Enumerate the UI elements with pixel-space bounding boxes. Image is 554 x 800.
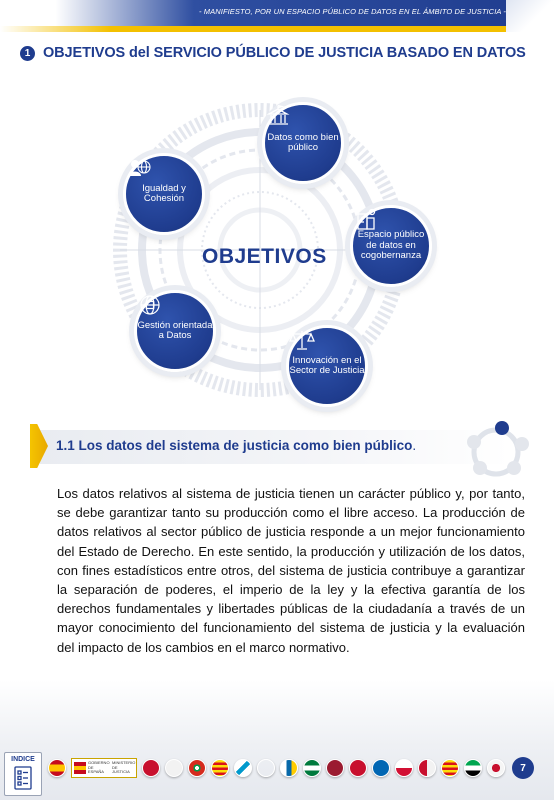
public-building-icon bbox=[265, 105, 291, 129]
subsection-title-period: . bbox=[412, 438, 417, 453]
galicia-emblem bbox=[234, 759, 252, 777]
spain-flag-emblem bbox=[48, 759, 66, 777]
people-globe-icon bbox=[126, 156, 152, 180]
basque-emblem bbox=[188, 759, 206, 777]
navarra-emblem bbox=[142, 759, 160, 777]
subsection-title bbox=[56, 438, 416, 453]
government-logo bbox=[71, 758, 137, 778]
body-paragraph: Los datos relativos al sistema de justicia tienen un carácter público y, por tanto, se debe garantizar tanto su producción como el libre acceso. La producción de datos relativos al sector público de justicia responde a un mejor funcionamiento del Estado de Derecho. En este sentido, la producción y utilización de los datos, con fines estadísticos entre otros, del sistema de justicia contribuye a garantizar la separación de poderes, el imperio de la ley y la efectiva garantía de los derechos fundamentales y libertades públicas de la ciudadanía a través de un mayor conocimiento del funcionamiento del sistema de justicia y la evaluación del impacto de los cambios en el marco normativo. bbox=[57, 486, 525, 655]
section-title: OBJETIVOS del SERVICIO PÚBLICO DE JUSTICIA BASADO EN DATOS bbox=[43, 45, 526, 61]
objective-label: Igualdad y Cohesión bbox=[142, 182, 186, 204]
page-number: 7 bbox=[512, 757, 534, 779]
diagram-center-label: OBJETIVOS bbox=[202, 245, 327, 268]
extremadura-emblem bbox=[464, 759, 482, 777]
catalonia-emblem bbox=[211, 759, 229, 777]
castilla-emblem bbox=[418, 759, 436, 777]
page-fold-corner bbox=[506, 0, 554, 32]
running-title: - MANIFIESTO, POR UN ESPACIO PÚBLICO DE DATOS EN EL ÁMBITO DE JUSTICIA - bbox=[199, 7, 506, 16]
section-number-badge: 1 bbox=[20, 46, 35, 61]
andalucia-emblem bbox=[303, 759, 321, 777]
section-heading bbox=[20, 45, 526, 61]
top-banner-stripe bbox=[0, 26, 554, 32]
objective-node-gestion bbox=[134, 290, 216, 372]
coat-of-arms-icon bbox=[74, 762, 86, 774]
asturias-emblem bbox=[372, 759, 390, 777]
objective-label: Gestión orientada a Datos bbox=[137, 319, 213, 341]
subsection-title-text: 1.1 Los datos del sistema de justicia como bien público bbox=[56, 438, 413, 453]
government-text: GOBIERNO DE ESPAÑA bbox=[88, 760, 110, 775]
objective-node-datos-bien-publico bbox=[262, 102, 344, 184]
madrid-emblem bbox=[349, 759, 367, 777]
objective-node-igualdad bbox=[123, 153, 205, 235]
ministry-text: MINISTERIO DE JUSTICIA bbox=[112, 760, 136, 775]
scales-icon bbox=[289, 328, 315, 352]
document-list-icon bbox=[12, 765, 34, 791]
ceuta-emblem bbox=[487, 759, 505, 777]
valencia-emblem bbox=[257, 759, 275, 777]
building-data-icon bbox=[353, 208, 379, 232]
regional-emblems-row bbox=[48, 758, 505, 778]
canarias-emblem bbox=[280, 759, 298, 777]
footer-band bbox=[0, 680, 554, 800]
objective-node-espacio-publico bbox=[350, 205, 432, 287]
globe-data-icon bbox=[137, 293, 163, 317]
objective-node-innovacion bbox=[286, 325, 368, 407]
objectives-thumbnail-icon bbox=[462, 418, 534, 478]
index-button[interactable] bbox=[4, 752, 42, 796]
index-label: INDICE bbox=[11, 756, 35, 763]
aragon-emblem bbox=[441, 759, 459, 777]
coat-emblem bbox=[165, 759, 183, 777]
cantabria-emblem bbox=[395, 759, 413, 777]
objective-label: Innovación en el Sector de Justicia bbox=[289, 354, 365, 376]
objective-label: Datos como bien público bbox=[267, 131, 339, 153]
objective-label: Espacio público de datos en cogobernanza bbox=[357, 229, 425, 262]
murcia-emblem bbox=[326, 759, 344, 777]
objectives-diagram bbox=[110, 90, 450, 415]
